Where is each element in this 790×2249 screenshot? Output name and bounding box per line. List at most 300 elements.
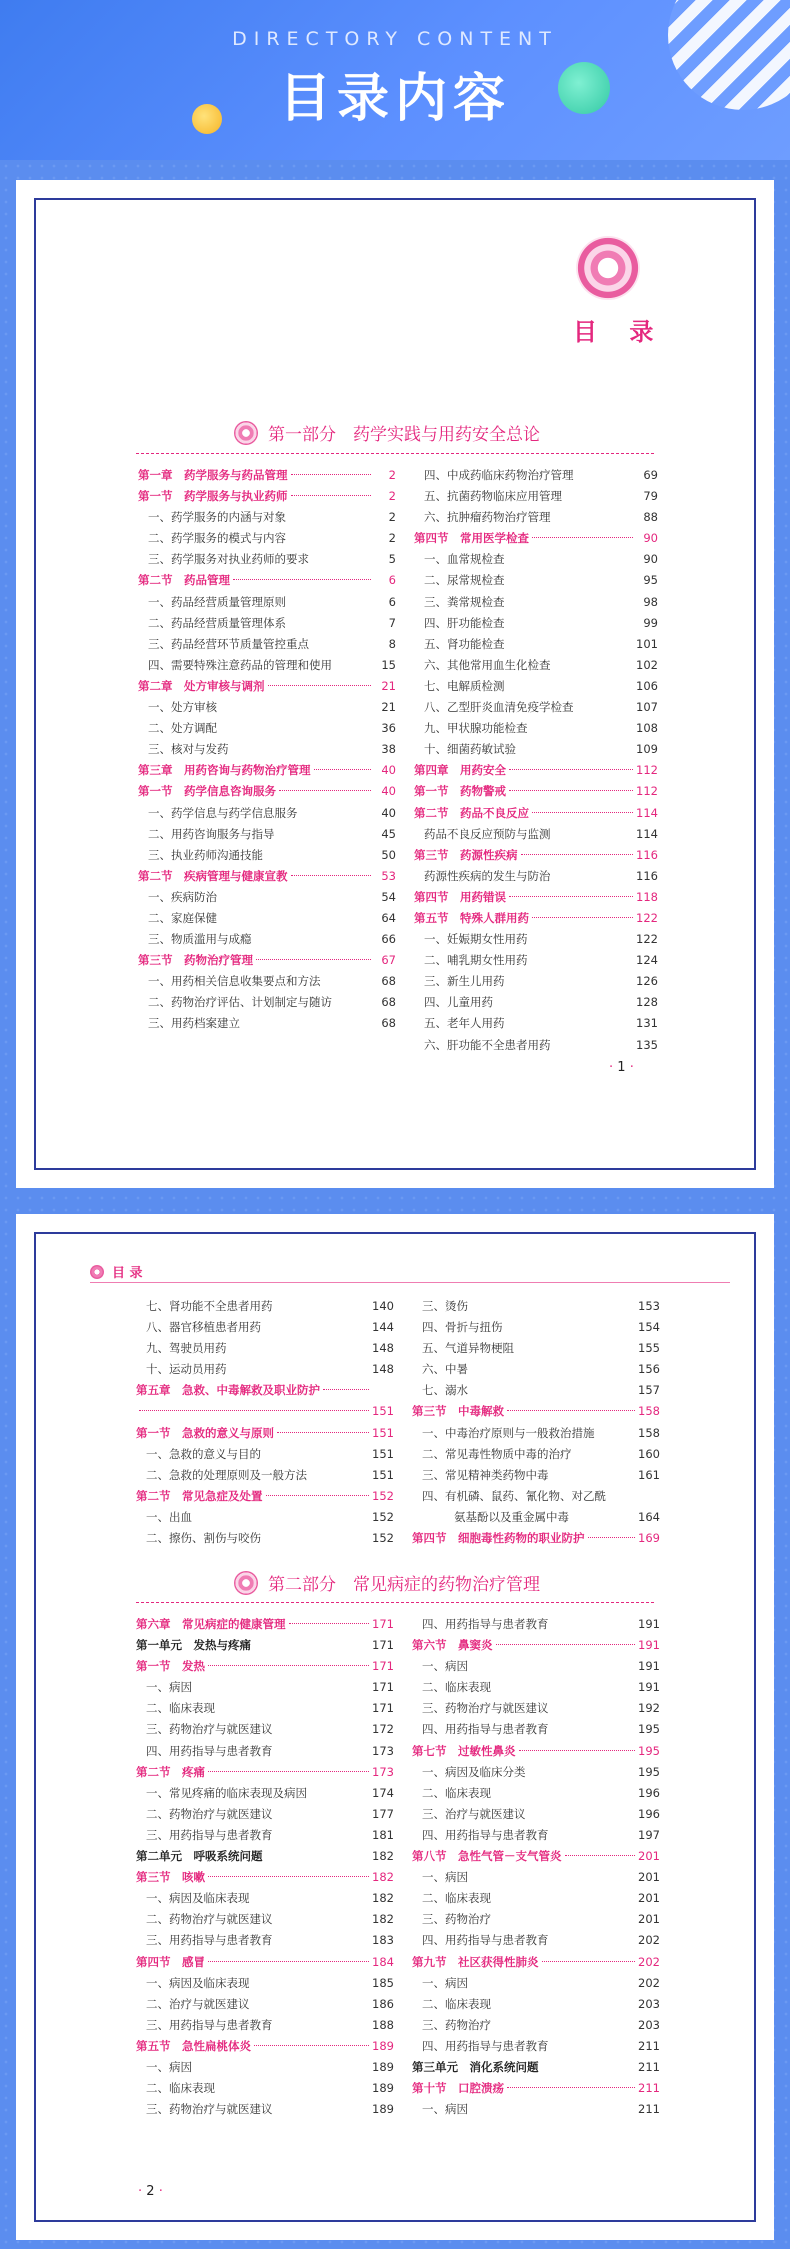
toc-entry-title: 氨基酚以及重金属中毒	[454, 1509, 569, 1524]
toc-column-right	[412, 1614, 660, 2120]
leader-line	[565, 1855, 636, 1856]
toc-entry-title: 第八节 急性气管－支气管炎	[412, 1849, 562, 1864]
leader-line	[276, 1939, 370, 1940]
flower-icon	[234, 421, 258, 445]
toc-entry-title: 第三单元 消化系统问题	[412, 2059, 539, 2074]
toc-entry-title: 五、气道异物梗阻	[422, 1341, 514, 1356]
leader-line	[575, 1453, 636, 1454]
toc-entry	[412, 1867, 660, 1888]
toc-entry	[136, 1465, 394, 1486]
toc-entry	[136, 1444, 394, 1465]
toc-entry	[412, 2036, 660, 2057]
toc-entry	[412, 1359, 660, 1380]
toc-entry-title: 三、烫伤	[422, 1299, 468, 1313]
toc-entry	[136, 2015, 394, 2036]
toc-entry-page: 186	[372, 1996, 394, 2011]
toc-entry	[414, 992, 658, 1013]
toc-entry	[136, 1359, 394, 1380]
toc-entry-title: 第六章 常见病症的健康管理	[136, 1617, 286, 1631]
toc-entry	[414, 570, 658, 591]
toc-column-top-left	[136, 1296, 394, 1549]
toc-entry	[414, 760, 658, 781]
leader-line	[335, 664, 371, 665]
toc-entry-title: 第四节 感冒	[136, 1954, 205, 1969]
toc-entry-page: 191	[638, 1659, 660, 1674]
toc-entry-page: 54	[381, 889, 396, 904]
toc-entry-page: 108	[636, 721, 658, 736]
toc-entry-title: 一、病因	[146, 1680, 192, 1695]
leader-line	[289, 537, 371, 538]
leader-line	[276, 2108, 370, 2109]
toc-entry-page: 90	[643, 552, 658, 567]
banner	[0, 0, 790, 160]
toc-column-left	[138, 465, 396, 1035]
toc-entry-page: 201	[638, 1870, 660, 1885]
toc-entry	[412, 1930, 660, 1951]
leader-line	[471, 1389, 635, 1390]
toc-entry-title: 二、用药咨询服务与指导	[148, 826, 275, 841]
toc-entry-page: 152	[372, 1509, 394, 1524]
toc-entry-page: 45	[381, 826, 396, 841]
flower-icon	[90, 1265, 104, 1279]
toc-entry	[138, 549, 396, 570]
toc-entry	[136, 1825, 394, 1846]
leader-line	[471, 1368, 635, 1369]
leader-line	[264, 1326, 369, 1327]
toc-entry-page: 156	[638, 1362, 660, 1377]
toc-entry	[138, 486, 396, 507]
toc-entry-title: 第二节 药品管理	[138, 573, 230, 588]
leader-line	[508, 601, 634, 602]
toc-entry-title: 四、用药指导与患者教育	[422, 1827, 549, 1842]
toc-entry-page: 2	[388, 510, 396, 525]
toc-entry	[136, 2078, 394, 2099]
toc-entry	[138, 824, 396, 845]
toc-entry-title: 三、执业药师沟通技能	[148, 847, 263, 862]
leader-line	[508, 980, 634, 981]
toc-entry-title: 第六节 鼻窦炎	[412, 1638, 493, 1653]
divider	[136, 453, 654, 454]
toc-entry	[136, 1741, 394, 1762]
toc-entry-page: 99	[643, 615, 658, 630]
toc-entry	[136, 1973, 394, 1994]
toc-entry-title: 二、临床表现	[146, 2081, 215, 2096]
toc-entry-title: 三、药品经营环节质量管控重点	[148, 636, 309, 651]
toc-entry	[414, 1035, 658, 1056]
toc-entry-page: 106	[636, 678, 658, 693]
toc-entry-title: 九、驾驶员用药	[146, 1341, 227, 1356]
leader-line	[565, 495, 633, 496]
leader-line	[220, 896, 371, 897]
leader-line	[496, 1001, 633, 1002]
toc-entry-page: 21	[381, 700, 396, 715]
toc-entry	[414, 528, 658, 549]
toc-entry-title: 药源性疾病的发生与防治	[424, 868, 551, 883]
toc-entry	[138, 992, 396, 1013]
toc-entry-title: 二、药物治疗与就医建议	[146, 1912, 273, 1927]
toc-entry-page: 182	[372, 1912, 394, 1927]
toc-entry-page: 158	[638, 1425, 660, 1440]
toc-entry	[412, 1909, 660, 1930]
toc-entry-title: 七、肾功能不全患者用药	[146, 1299, 273, 1313]
toc-entry	[136, 1677, 394, 1698]
toc-entry-page: 197	[638, 1827, 660, 1842]
leader-line	[276, 1813, 370, 1814]
leader-line	[552, 1728, 636, 1729]
leader-line	[279, 790, 371, 791]
leader-line	[276, 1750, 370, 1751]
toc-entry	[136, 1635, 394, 1656]
leader-line	[508, 579, 634, 580]
toc-entry	[136, 1952, 394, 1973]
toc-entry	[136, 1698, 394, 1719]
toc-entry-title: 一、病因及临床表现	[146, 1975, 250, 1990]
toc-entry-page: 128	[636, 995, 658, 1010]
leader-line	[266, 1495, 370, 1496]
leader-line	[230, 1368, 370, 1369]
leader-line	[220, 917, 371, 918]
leader-line	[494, 1918, 635, 1919]
leader-line	[529, 1771, 636, 1772]
leader-line	[509, 896, 633, 897]
toc-entry-title: 三、用药档案建立	[148, 1016, 240, 1031]
toc-entry-title: 四、肝功能检查	[424, 615, 505, 630]
toc-entry	[414, 718, 658, 739]
toc-entry-page: 131	[636, 1016, 658, 1031]
leader-line	[494, 1897, 635, 1898]
toc-entry-title: 第一章 药学服务与药品管理	[138, 468, 288, 482]
leader-line	[588, 1537, 636, 1538]
toc-entry-page: 191	[638, 1680, 660, 1695]
part-title	[234, 420, 540, 445]
toc-entry	[412, 1444, 660, 1465]
toc-entry-page: 164	[638, 1509, 660, 1524]
leader-line	[291, 875, 372, 876]
toc-entry	[412, 1635, 660, 1656]
leader-line	[508, 622, 634, 623]
toc-entry-page: 90	[643, 531, 658, 546]
toc-entry-title: 第三节 中毒解救	[412, 1404, 504, 1419]
leader-line	[554, 875, 634, 876]
toc-entry	[136, 1804, 394, 1825]
leader-line	[335, 1001, 371, 1002]
toc-entry-page: 182	[372, 1849, 394, 1864]
toc-entry-title: 四、儿童用药	[424, 995, 493, 1010]
page-number: · 2 ·	[138, 2184, 163, 2199]
toc-entry	[136, 1867, 394, 1888]
toc-entry-page: 173	[372, 1743, 394, 1758]
leader-line	[471, 1665, 635, 1666]
toc-entry	[138, 887, 396, 908]
leader-line	[471, 1982, 635, 1983]
toc-entry	[414, 887, 658, 908]
toc-entry-title: 五、老年人用药	[424, 1016, 505, 1031]
toc-column-left	[136, 1614, 394, 2120]
toc-entry-page: 101	[636, 636, 658, 651]
toc-entry	[412, 1465, 660, 1486]
toc-entry	[412, 1825, 660, 1846]
leader-line	[554, 1044, 634, 1045]
leader-line	[233, 579, 371, 580]
toc-entry-title: 四、有机磷、鼠药、氰化物、对乙酰	[422, 1488, 606, 1503]
part-title	[234, 1570, 540, 1595]
toc-entry	[138, 929, 396, 950]
leader-line	[230, 1347, 370, 1348]
toc-entry-page: 68	[381, 1016, 396, 1031]
toc-entry-page: 171	[372, 1680, 394, 1695]
toc-entry	[412, 2099, 660, 2120]
toc-entry-page: 189	[372, 2038, 394, 2053]
toc-entry-title: 十、细菌药敏试验	[424, 742, 516, 757]
toc-entry-page: 189	[372, 2081, 394, 2096]
toc-entry-title: 六、肝功能不全患者用药	[424, 1037, 551, 1052]
toc-entry-page: 122	[636, 910, 658, 925]
leader-line	[264, 1537, 369, 1538]
toc-entry-page: 169	[638, 1531, 660, 1546]
toc-entry	[136, 1614, 394, 1635]
leader-line	[508, 643, 634, 644]
toc-entry-page: 174	[372, 1785, 394, 1800]
header-rule	[90, 1282, 730, 1283]
toc-entry-page: 116	[636, 868, 658, 883]
toc-entry-page: 69	[643, 468, 658, 482]
toc-entry	[136, 1994, 394, 2015]
leader-line	[508, 685, 634, 686]
toc-entry-page: 5	[388, 552, 396, 567]
toc-entry	[136, 1338, 394, 1359]
toc-entry-title: 一、病因	[422, 1870, 468, 1885]
toc-entry	[412, 1656, 660, 1677]
toc-entry	[412, 1741, 660, 1762]
leader-line	[471, 1876, 635, 1877]
toc-entry	[136, 1930, 394, 1951]
toc-entry-page: 6	[388, 594, 396, 609]
toc-entry	[414, 824, 658, 845]
leader-line	[532, 812, 633, 813]
leader-line	[552, 1707, 636, 1708]
toc-entry-title: 一、处方审核	[148, 700, 217, 715]
toc-entry	[414, 592, 658, 613]
toc-entry	[412, 1846, 660, 1867]
toc-entry	[136, 1846, 394, 1867]
toc-entry-page: 68	[381, 974, 396, 989]
toc-entry-title: 一、药学服务的内涵与对象	[148, 510, 286, 525]
toc-entry-title: 三、新生儿用药	[424, 974, 505, 989]
toc-entry-title: 二、处方调配	[148, 721, 217, 736]
toc-entry-title: 第二节 疾病管理与健康宣教	[138, 868, 288, 883]
leader-line	[289, 1623, 370, 1624]
toc-entry-page: 114	[636, 826, 658, 841]
toc-entry-page: 195	[638, 1764, 660, 1779]
toc-entry-page: 151	[372, 1425, 394, 1440]
toc-entry-page: 40	[381, 805, 396, 820]
leader-line	[276, 2024, 370, 2025]
toc-entry-title: 药品不良反应预防与监测	[424, 826, 551, 841]
toc-entry-page: 7	[388, 615, 396, 630]
toc-entry	[414, 465, 658, 486]
toc-entry	[138, 676, 396, 697]
leader-line	[508, 1022, 634, 1023]
toc-entry-title: 三、常见精神类药物中毒	[422, 1467, 549, 1482]
toc-entry	[412, 1973, 660, 1994]
leader-line	[577, 474, 634, 475]
leader-line	[218, 2087, 369, 2088]
leader-line	[572, 1516, 635, 1517]
leader-line	[517, 1347, 635, 1348]
toc-entry-title: 二、急救的处理原则及一般方法	[146, 1467, 307, 1482]
toc-entry-page: 118	[636, 889, 658, 904]
toc-entry	[414, 507, 658, 528]
toc-entry-page: 50	[381, 847, 396, 862]
leader-line	[552, 1474, 636, 1475]
toc-entry-page: 185	[372, 1975, 394, 1990]
leader-line	[323, 1389, 369, 1390]
toc-entry-page: 155	[638, 1341, 660, 1356]
toc-entry-page: 211	[638, 2081, 660, 2096]
toc-entry-title: 一、药品经营质量管理原则	[148, 594, 286, 609]
toc-entry	[136, 1888, 394, 1909]
leader-line	[508, 558, 634, 559]
leader-line	[278, 833, 372, 834]
toc-entry	[412, 2078, 660, 2099]
toc-entry	[414, 655, 658, 676]
leader-line	[314, 769, 372, 770]
toc-entry-page: 40	[381, 784, 396, 799]
toc-entry	[138, 655, 396, 676]
leader-line	[208, 1771, 369, 1772]
page-number: · 1 ·	[609, 1060, 634, 1075]
leader-line	[494, 2003, 635, 2004]
toc-entry-page: 211	[638, 2059, 660, 2074]
toc-entry-title: 第一节 药学服务与执业药师	[138, 489, 288, 504]
toc-entry-page: 177	[372, 1806, 394, 1821]
leader-line	[496, 1644, 636, 1645]
toc-entry	[414, 781, 658, 802]
toc-entry-page: 202	[638, 1954, 660, 1969]
toc-entry	[138, 781, 396, 802]
toc-entry	[138, 465, 396, 486]
toc-entry	[136, 1423, 394, 1444]
toc-entry-title: 二、家庭保健	[148, 910, 217, 925]
toc-entry	[136, 1719, 394, 1740]
toc-entry-title: 二、临床表现	[422, 1785, 491, 1800]
toc-entry-page: 160	[638, 1446, 660, 1461]
toc-entry	[414, 739, 658, 760]
toc-entry-title: 三、用药指导与患者教育	[146, 1933, 273, 1948]
toc-entry-title: 四、用药指导与患者教育	[422, 1722, 549, 1737]
toc-entry-title: 第三节 药物治疗管理	[138, 953, 253, 968]
leader-line	[531, 938, 634, 939]
leader-line	[195, 1516, 369, 1517]
toc-entry-page: 171	[372, 1701, 394, 1716]
leader-line	[494, 2024, 635, 2025]
toc-entry	[138, 507, 396, 528]
toc-entry-title: 第四节 用药错误	[414, 889, 506, 904]
toc-entry	[412, 1952, 660, 1973]
toc-entry-title: 十、运动员用药	[146, 1362, 227, 1377]
toc-entry-title: 一、病因及临床分类	[422, 1764, 526, 1779]
toc-entry	[414, 908, 658, 929]
toc-entry-title: 一、用药相关信息收集要点和方法	[148, 974, 321, 989]
toc-entry-page: 203	[638, 1996, 660, 2011]
toc-entry-title: 第七节 过敏性鼻炎	[412, 1743, 516, 1758]
toc-entry-page: 201	[638, 1912, 660, 1927]
toc-entry	[138, 950, 396, 971]
toc-entry-title: 二、临床表现	[422, 1996, 491, 2011]
toc-entry-page: 8	[388, 636, 396, 651]
toc-entry-title: 五、抗菌药物临床应用管理	[424, 489, 562, 504]
toc-entry	[412, 1677, 660, 1698]
toc-entry-title: 一、出血	[146, 1509, 192, 1524]
toc-entry-page: 158	[638, 1404, 660, 1419]
toc-entry-page: 181	[372, 1827, 394, 1842]
toc-entry-title: 三、药物治疗	[422, 1912, 491, 1927]
leader-line	[268, 685, 372, 686]
toc-entry-title: 二、临床表现	[146, 1701, 215, 1716]
toc-entry-page: 6	[388, 573, 396, 588]
toc-entry-page: 122	[636, 932, 658, 947]
leader-line	[253, 1982, 370, 1983]
toc-entry-title: 二、药品经营质量管理体系	[148, 615, 286, 630]
toc-entry-title: 第三章 用药咨询与药物治疗管理	[138, 763, 311, 778]
toc-entry-title: 一、病因	[146, 2059, 192, 2074]
toc-page-2	[16, 1214, 774, 2240]
toc-entry-title: 第十节 口腔溃疡	[412, 2081, 504, 2096]
toc-entry-page: 151	[372, 1467, 394, 1482]
leader-line	[220, 727, 371, 728]
toc-entry	[136, 1507, 394, 1528]
leader-line	[195, 2066, 369, 2067]
toc-entry-page: 172	[372, 1722, 394, 1737]
divider	[136, 1602, 654, 1603]
leader-line	[532, 537, 633, 538]
toc-entry	[138, 971, 396, 992]
banner-title: 目录内容	[278, 69, 511, 129]
page-number-value: 1	[617, 1060, 626, 1075]
toc-entry-page: 64	[381, 910, 396, 925]
toc-entry-title: 第四章 用药安全	[414, 763, 506, 778]
toc-entry	[138, 1013, 396, 1034]
toc-entry-title: 第四节 细胞毒性药物的职业防护	[412, 1531, 585, 1546]
leader-line	[253, 1897, 370, 1898]
toc-entry-title: 六、抗肿瘤药物治疗管理	[424, 510, 551, 525]
toc-entry-page: 2	[388, 531, 396, 546]
toc-entry-title: 一、病因	[422, 1975, 468, 1990]
leader-line	[208, 1876, 369, 1877]
toc-entry-page: 109	[636, 742, 658, 757]
toc-entry	[412, 1719, 660, 1740]
toc-entry-title: 三、治疗与就医建议	[422, 1806, 526, 1821]
toc-entry-title: 一、血常规检查	[424, 552, 505, 567]
leader-line	[519, 1750, 636, 1751]
toc-entry-title: 三、核对与发药	[148, 742, 229, 757]
toc-entry	[136, 1656, 394, 1677]
leader-line	[506, 1326, 636, 1327]
toc-entry	[136, 2099, 394, 2120]
toc-entry	[414, 866, 658, 887]
toc-entry-page: 112	[636, 784, 658, 799]
toc-entry-page: 192	[638, 1701, 660, 1716]
running-header	[90, 1262, 143, 1281]
toc-entry	[412, 1401, 660, 1422]
toc-entry-title: 四、需要特殊注意药品的管理和使用	[148, 657, 332, 672]
toc-entry-page: 144	[372, 1320, 394, 1335]
toc-entry-title: 一、妊娠期女性用药	[424, 932, 528, 947]
leader-line	[276, 1728, 370, 1729]
toc-entry-title: 第一节 急救的意义与原则	[136, 1425, 274, 1440]
leader-line	[598, 1432, 636, 1433]
toc-entry	[136, 1380, 394, 1401]
